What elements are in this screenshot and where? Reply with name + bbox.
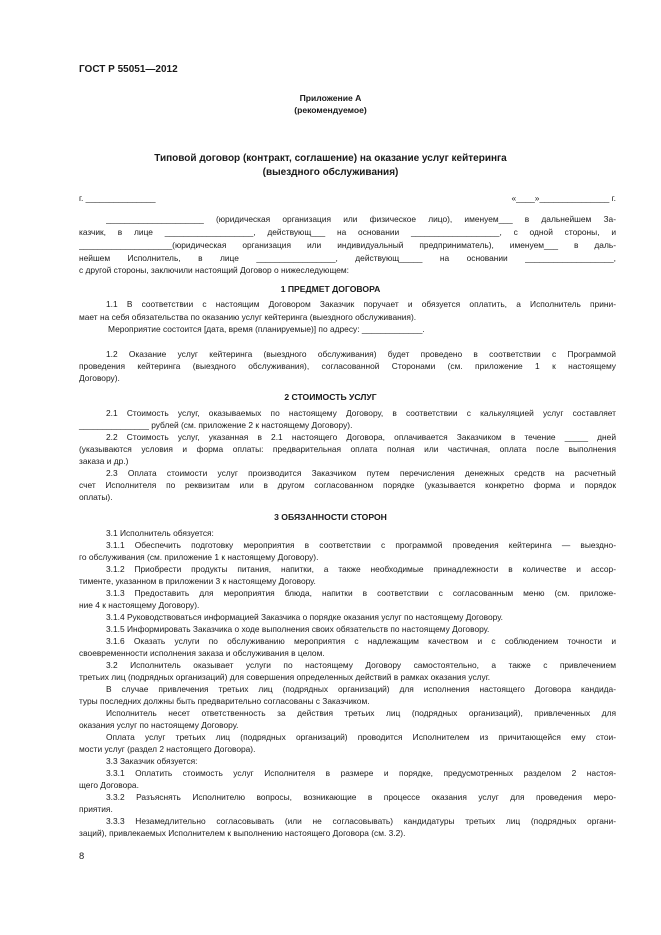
paragraph-line: приятия. [79,804,113,814]
place-city: г. _______________ [79,193,156,203]
paragraph-line: 3.3.1 Оплатить стоимость услуг Исполнителя в размере и порядке, предусмотренных разделом 2 настоя- [106,768,616,778]
paragraph-line: мает на себя обязательства по оказанию услуг кейтеринга (выездного обслуживания). [79,312,417,322]
paragraph-line: оплаты). [79,492,113,502]
section-heading-1: 1 ПРЕДМЕТ ДОГОВОРА [280,284,381,294]
paragraph-line: проведения кейтеринга (выездного обслуживания), согласованной Сторонами (см. приложение 1 к настоящему [79,361,616,371]
preamble-line: _____________________ (юридическая организация или физическое лицо), именуем___ в дальнейшем За- [106,214,616,224]
paragraph-line: Мероприятие состоится [дата, время (планируемые)] по адресу: _____________. [108,324,425,334]
paragraph-line: 1.1 В соответствии с настоящим Договором Заказчик поручает и обязуется оплатить, а Исполнитель прини- [106,299,616,309]
paragraph-line: Исполнитель несет ответственность за действия третьих лиц (подрядных организаций), привлеченных для [106,708,616,718]
page-number: 8 [79,850,85,861]
paragraph-line: 3.3.3 Незамедлительно согласовывать (или не согласовывать) кандидатуры третьих лиц (подрядных органи- [106,816,616,826]
preamble-line: с другой стороны, заключили настоящий Договор о нижеследующем: [79,265,349,275]
paragraph-line: Договору). [79,373,120,383]
paragraph-line: 3.1.5 Информировать Заказчика о ходе выполнения своих обязательств по настоящему Договору. [106,624,490,634]
paragraph-line: 2.2 Стоимость услуг, указанная в 2.1 настоящего Договора, оплачивается Заказчиком в течение _____ дней [106,432,616,442]
paragraph-line: В случае привлечения третьих лиц (подрядных организаций) для исполнения настоящего Договора кандида- [106,684,616,694]
paragraph-line: заций), привлекаемых Исполнителем к выполнению настоящего Договора (см. 3.2). [79,828,406,838]
paragraph-line: 3.3 Заказчик обязуется: [106,756,198,766]
annex-note: (рекомендуемое) [294,105,367,115]
paragraph-line: 3.1.1 Обеспечить подготовку мероприятия в соответствии с программой проведения кейтеринга — выездно- [106,540,616,550]
paragraph-line: 3.1.3 Предоставить для мероприятия блюда, напитки в соответствии с согласованным меню (см. приложе- [106,588,616,598]
paragraph-line: 2.1 Стоимость услуг, оказываемых по настоящему Договору, в соответствии с калькуляцией услуг составляет [106,408,616,418]
paragraph-line: _______________ рублей (см. приложение 2 к настоящему Договору). [79,420,353,430]
paragraph-line: ние 4 к настоящему Договору). [79,600,200,610]
paragraph-line: 3.1 Исполнитель обязуется: [106,528,214,538]
preamble-line: казчик, в лице ___________________, действующ___ на основании ___________________, с одной стороны, и [79,227,616,237]
place-date: «____»_______________ г. [511,193,616,203]
contract-title-line-2: (выездного обслуживания) [262,167,399,178]
paragraph-line: мости услуг (раздел 2 настоящего Договора). [79,744,256,754]
paragraph-line: туры последних должны быть предварительно согласованы с Заказчиком. [79,696,370,706]
paragraph-line: (указываются условия и форма оплаты: предварительная оплата полная или частичная, оплата после выполнения [79,444,616,454]
paragraph-line: 3.2 Исполнитель оказывает услуги по настоящему Договору самостоятельно, а также с привлечением [106,660,616,670]
paragraph-line: 2.3 Оплата стоимости услуг производится Заказчиком путем перечисления денежных средств на расчетный [106,468,616,478]
paragraph-line: 3.1.2 Приобрести продукты питания, напитки, а также необходимые принадлежности в количестве и ассор- [106,564,616,574]
preamble-line: ____________________(юридическая организация или индивидуальный предприниматель), именуем___ в даль- [79,240,616,250]
paragraph-line: третьих лиц (подрядных организаций) для совершения определенных действий в рамках оказания услуг. [79,672,491,682]
annex-title: Приложение А [299,93,362,103]
section-heading-3: 3 ОБЯЗАННОСТИ СТОРОН [274,512,387,522]
paragraph-line: щего Договора. [79,780,139,790]
paragraph-line: го обслуживания (см. приложение 1 к настоящему Договору). [79,552,319,562]
paragraph-line: 3.1.6 Оказать услуги по обслуживанию мероприятия с надлежащим качеством и с соблюдением точности и [106,636,616,646]
paragraph-line: тименте, указанном в приложении 3 к настоящему Договору. [79,576,316,586]
paragraph-line: 3.1.4 Руководствоваться информацией Заказчика о порядке оказания услуг по настоящему Договору. [106,612,503,622]
paragraph-line: 1.2 Оказание услуг кейтеринга (выездного обслуживания) будет проведено в соответствии с Программой [106,349,616,359]
paragraph-line: заказа и др.) [79,456,129,466]
paragraph-line: 3.3.2 Разъяснять Исполнителю вопросы, возникающие в процессе оказания услуг для проведения меро- [106,792,616,802]
section-heading-2: 2 СТОИМОСТЬ УСЛУГ [284,392,377,402]
paragraph-line: Оплата услуг третьих лиц (подрядных организаций) проводится Исполнителем из причитающейся ему стои- [106,732,616,742]
paragraph-line: счет Исполнителя по реквизитам или в другом согласованном порядке (указывается конкретно форма и порядок [79,480,616,490]
contract-title-line-1: Типовой договор (контракт, соглашение) на оказание услуг кейтеринга [154,153,507,164]
paragraph-line: своевременности исполнения заказа и обслуживания в целом. [79,648,325,658]
preamble-line: нейшем Исполнитель, в лице _________________, действующ_____ на основании ___________________, [79,253,616,263]
paragraph-line: оказания услуг по настоящему Договору. [79,720,239,730]
standard-header: ГОСТ Р 55051—2012 [79,64,178,75]
